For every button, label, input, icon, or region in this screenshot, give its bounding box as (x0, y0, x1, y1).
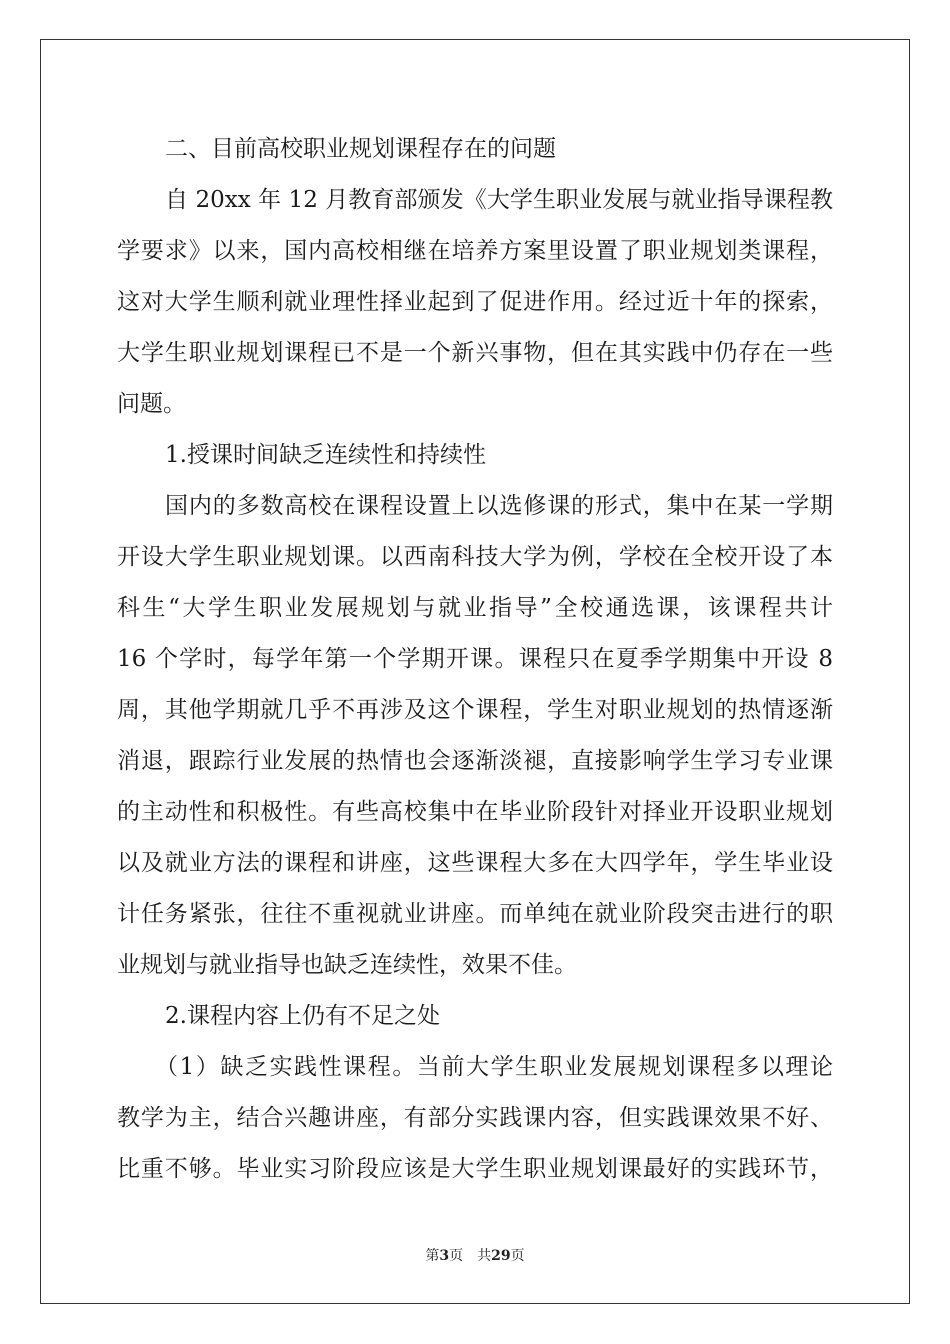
text-line: 学要求》以来，国内高校相继在培养方案里设置了职业规划类课程， (117, 238, 833, 264)
text-line: 计任务紧张，往往不重视就业讲座。而单纯在就业阶段突击进行的职 (117, 901, 833, 927)
text-line: 1.授课时间缺乏连续性和持续性 (165, 442, 486, 468)
text-line: 的主动性和积极性。有些高校集中在毕业阶段针对择业开设职业规划 (117, 799, 833, 825)
text-line: 比重不够。毕业实习阶段应该是大学生职业规划课最好的实践环节， (117, 1156, 833, 1182)
text-line: 周，其他学期就几乎不再涉及这个课程，学生对职业规划的热情逐渐 (117, 697, 833, 723)
text-line: 问题。 (117, 391, 186, 417)
page-prefix: 第 (425, 1248, 440, 1264)
text-line: 2.课程内容上仍有不足之处 (165, 1003, 440, 1029)
text-line: 二、目前高校职业规划课程存在的问题 (165, 136, 556, 162)
text-line: 开设大学生职业规划课。以西南科技大学为例，学校在全校开设了本 (117, 544, 833, 570)
page-suffix: 页 (449, 1248, 464, 1264)
text-line: 16 个学时，每学年第一个学期开课。课程只在夏季学期集中开设 8 (117, 646, 833, 672)
page-total: 29 (491, 1248, 511, 1264)
text-line: 教学为主，结合兴趣讲座，有部分实践课内容，但实践课效果不好、 (117, 1105, 833, 1131)
text-line: 大学生职业规划课程已不是一个新兴事物，但在其实践中仍存在一些 (117, 340, 833, 366)
total-prefix: 共 (477, 1248, 492, 1264)
text-line: 自 20xx 年 12 月教育部颁发《大学生职业发展与就业指导课程教 (165, 187, 833, 213)
text-line: 以及就业方法的课程和讲座，这些课程大多在大四学年，学生毕业设 (117, 850, 833, 876)
text-line: 国内的多数高校在课程设置上以选修课的形式，集中在某一学期 (165, 493, 833, 519)
page-footer (0, 1245, 950, 1265)
page-current: 3 (439, 1248, 450, 1264)
document-body (117, 124, 833, 1195)
text-line: 科生“大学生职业发展规划与就业指导”全校通选课，该课程共计 (117, 595, 833, 621)
text-line: 业规划与就业指导也缺乏连续性，效果不佳。 (117, 952, 577, 978)
total-suffix: 页 (510, 1248, 525, 1264)
text-line: 消退，跟踪行业发展的热情也会逐渐淡褪，直接影响学生学习专业课 (117, 748, 833, 774)
text-line: 这对大学生顺利就业理性择业起到了促进作用。经过近十年的探索， (117, 289, 833, 315)
text-line: （1）缺乏实践性课程。当前大学生职业发展规划课程多以理论 (155, 1054, 833, 1080)
